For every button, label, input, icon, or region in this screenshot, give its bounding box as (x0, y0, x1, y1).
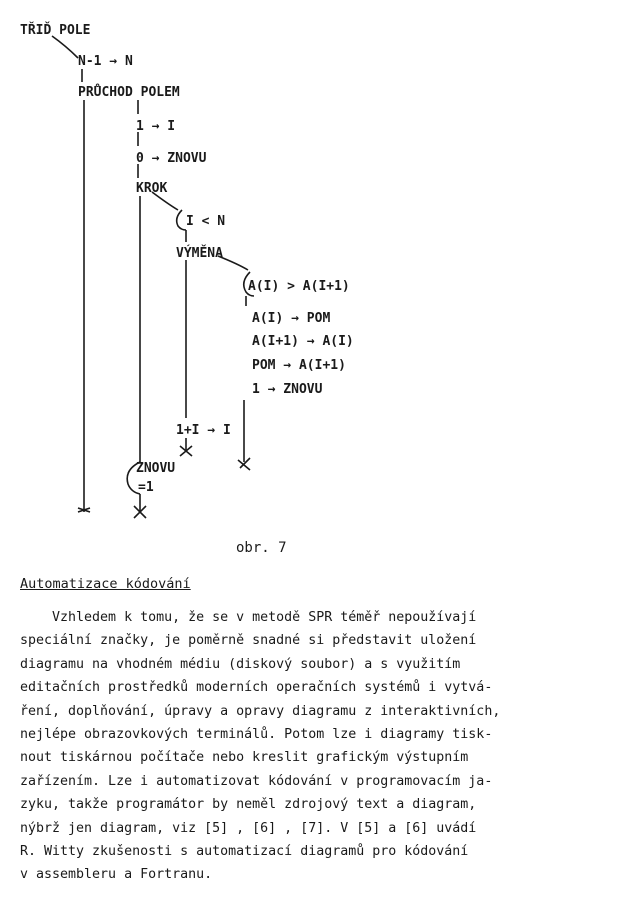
paragraph-line: nejlépe obrazovkových terminálů. Potom lze i diagramy tisk- (20, 727, 493, 743)
paragraph-line: R. Witty zkušenosti s automatizací diagramů pro kódování (20, 844, 469, 860)
diagram-label-1pi: 1+I → I (176, 423, 231, 438)
diagram-label-n-decrement: N-1 → N (78, 54, 133, 69)
paragraph-line: nout tiskárnou počítače nebo kreslit grafickým výstupním (20, 750, 469, 766)
diagram-label-znovu: ZNOVU (136, 461, 176, 476)
cond-i-lt-n-curve (177, 210, 186, 230)
figure-caption: obr. 7 (236, 540, 287, 556)
paragraph-line: editačních prostředků moderních operačních systémů i vytvá- (20, 680, 493, 696)
diagram-label-a-gt: A(I) > A(I+1) (248, 279, 350, 294)
diagram-label-1-to-i: 1 → I (136, 119, 176, 134)
section-heading: Automatizace kódování (20, 576, 191, 592)
diagram-label-pruchod: PRŮCHOD POLEM (78, 85, 180, 100)
diagram-label-vymena: VÝMĚNA (176, 246, 223, 261)
paragraph-line: v assembleru a Fortranu. (20, 867, 213, 883)
diagram-label-i-lt-n: I < N (186, 214, 226, 229)
connector-root (52, 36, 78, 58)
diagram-label-1-to-znovu: 1 → ZNOVU (252, 382, 323, 397)
body-paragraph (20, 606, 612, 887)
diagram-label-krok: KROK (136, 181, 168, 196)
diagram-connectors (52, 36, 254, 518)
diagram-label-root: TŘIĎ POLE (20, 23, 91, 38)
paragraph-line: zyku, takže programátor by neměl zdrojový text a diagram, (20, 797, 477, 813)
paragraph-line: Vzhledem k tomu, že se v metodě SPR téměř nepoužívají (20, 610, 477, 625)
diagram-label-eq1: =1 (138, 480, 154, 495)
paragraph-line: speciální značky, je poměrně snadné si představit uložení (20, 633, 477, 649)
diagram-label-0-to-znovu: 0 → ZNOVU (136, 151, 207, 166)
paragraph-line: nýbrž jen diagram, viz [5] , [6] , [7]. V [5] a [6] uvádí (20, 820, 477, 836)
paragraph-line: ření, doplňování, úpravy a opravy diagramu z interaktivních, (20, 703, 501, 719)
paragraph-line: diagramu na vhodném médiu (diskový soubor) a s využitím (20, 656, 461, 672)
diagram-label-a-to-pom: A(I) → POM (252, 311, 331, 326)
paragraph-line: zařízením. Lze i automatizovat kódování v programovacím ja- (20, 773, 493, 789)
diagram-label-pom-to-a1: POM → A(I+1) (252, 358, 346, 373)
diagram-label-a1-to-a: A(I+1) → A(I) (252, 334, 354, 349)
